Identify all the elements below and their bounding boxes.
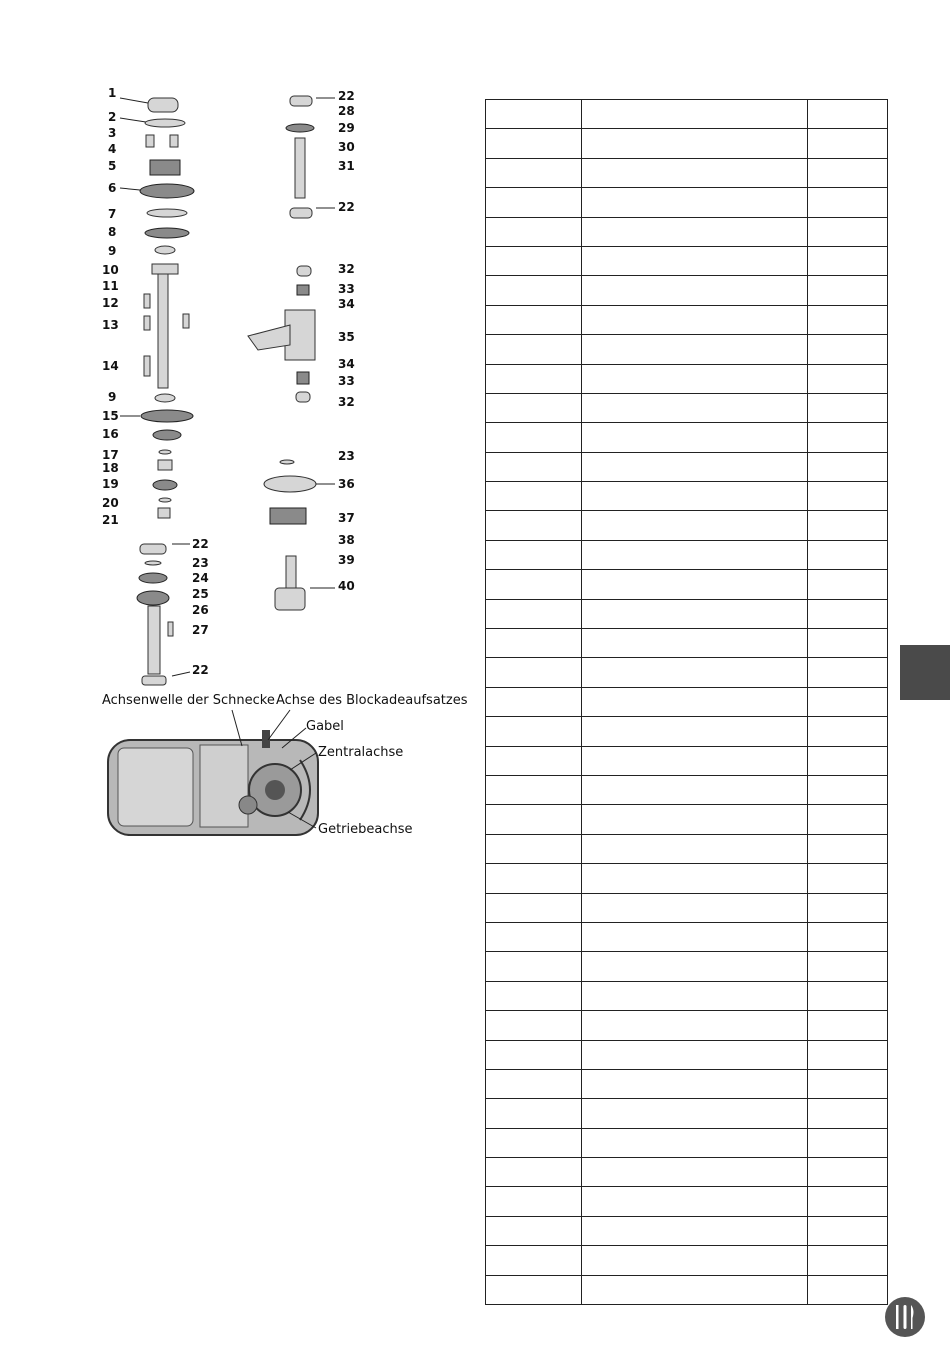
table-cell bbox=[808, 834, 888, 863]
table-cell bbox=[582, 805, 808, 834]
table-row bbox=[486, 981, 888, 1010]
table-cell bbox=[486, 864, 582, 893]
svg-text:11: 11 bbox=[102, 279, 119, 293]
svg-text:8: 8 bbox=[108, 225, 117, 239]
table-row bbox=[486, 482, 888, 511]
table-cell bbox=[808, 599, 888, 628]
table-row bbox=[486, 1246, 888, 1275]
table-cell bbox=[808, 775, 888, 804]
table-cell bbox=[582, 393, 808, 422]
table-cell bbox=[808, 364, 888, 393]
table-cell bbox=[808, 922, 888, 951]
svg-text:4: 4 bbox=[108, 142, 117, 156]
table-cell bbox=[808, 305, 888, 334]
table-cell bbox=[486, 658, 582, 687]
table-cell bbox=[582, 658, 808, 687]
svg-text:35: 35 bbox=[338, 330, 355, 344]
table-cell bbox=[808, 100, 888, 129]
table-cell bbox=[808, 1246, 888, 1275]
table-cell bbox=[582, 1128, 808, 1157]
table-cell bbox=[808, 658, 888, 687]
table-cell bbox=[486, 364, 582, 393]
svg-text:18: 18 bbox=[102, 461, 119, 475]
table-cell bbox=[486, 188, 582, 217]
svg-text:22: 22 bbox=[338, 200, 355, 214]
table-row bbox=[486, 452, 888, 481]
table-cell bbox=[486, 981, 582, 1010]
table-row bbox=[486, 952, 888, 981]
table-row bbox=[486, 1275, 888, 1304]
section-tab bbox=[900, 645, 950, 700]
table-row bbox=[486, 1216, 888, 1245]
worm-shaft-assembly bbox=[140, 98, 194, 518]
parts-list-table bbox=[485, 99, 888, 1305]
table-cell bbox=[808, 1158, 888, 1187]
svg-text:40: 40 bbox=[338, 579, 355, 593]
table-cell bbox=[582, 864, 808, 893]
table-cell bbox=[808, 129, 888, 158]
table-cell bbox=[808, 893, 888, 922]
table-cell bbox=[486, 570, 582, 599]
table-row bbox=[486, 1099, 888, 1128]
table-cell bbox=[486, 1246, 582, 1275]
table-cell bbox=[582, 687, 808, 716]
table-row bbox=[486, 1040, 888, 1069]
table-row bbox=[486, 805, 888, 834]
table-row bbox=[486, 217, 888, 246]
table-cell bbox=[808, 393, 888, 422]
table-cell bbox=[486, 129, 582, 158]
table-cell bbox=[486, 305, 582, 334]
svg-text:33: 33 bbox=[338, 282, 355, 296]
table-row bbox=[486, 1158, 888, 1187]
svg-text:33: 33 bbox=[338, 374, 355, 388]
table-cell bbox=[486, 775, 582, 804]
table-cell bbox=[808, 540, 888, 569]
table-cell bbox=[486, 158, 582, 187]
table-cell bbox=[808, 217, 888, 246]
table-cell bbox=[486, 540, 582, 569]
table-cell bbox=[486, 717, 582, 746]
table-cell bbox=[582, 1099, 808, 1128]
label-worm-shaft: Achsenwelle der Schnecke bbox=[102, 693, 275, 708]
table-cell bbox=[582, 1246, 808, 1275]
svg-text:25: 25 bbox=[192, 587, 209, 601]
table-cell bbox=[808, 482, 888, 511]
table-cell bbox=[486, 599, 582, 628]
svg-text:2: 2 bbox=[108, 110, 117, 124]
table-cell bbox=[582, 305, 808, 334]
svg-text:26: 26 bbox=[192, 603, 209, 617]
table-row bbox=[486, 922, 888, 951]
callouts-column-1 bbox=[102, 86, 119, 527]
svg-text:39: 39 bbox=[338, 553, 355, 567]
table-row bbox=[486, 1187, 888, 1216]
cutlery-logo-icon bbox=[884, 1296, 926, 1338]
svg-text:32: 32 bbox=[338, 262, 355, 276]
svg-text:34: 34 bbox=[338, 357, 355, 371]
svg-text:3: 3 bbox=[108, 126, 117, 140]
table-cell bbox=[486, 276, 582, 305]
svg-text:22: 22 bbox=[192, 663, 209, 677]
table-row bbox=[486, 129, 888, 158]
svg-text:9: 9 bbox=[108, 390, 117, 404]
table-cell bbox=[582, 1040, 808, 1069]
table-cell bbox=[486, 452, 582, 481]
svg-text:17: 17 bbox=[102, 448, 119, 462]
table-cell bbox=[486, 1040, 582, 1069]
svg-text:7: 7 bbox=[108, 207, 117, 221]
table-row bbox=[486, 1069, 888, 1098]
table-row bbox=[486, 335, 888, 364]
table-cell bbox=[808, 1216, 888, 1245]
table-row bbox=[486, 393, 888, 422]
table-cell bbox=[808, 717, 888, 746]
table-cell bbox=[486, 1099, 582, 1128]
table-row bbox=[486, 629, 888, 658]
table-cell bbox=[582, 540, 808, 569]
table-row bbox=[486, 834, 888, 863]
table-cell bbox=[582, 217, 808, 246]
svg-text:32: 32 bbox=[338, 395, 355, 409]
table-cell bbox=[582, 1069, 808, 1098]
table-cell bbox=[582, 775, 808, 804]
table-row bbox=[486, 246, 888, 275]
svg-text:9: 9 bbox=[108, 244, 117, 258]
svg-text:1: 1 bbox=[108, 86, 117, 100]
svg-text:24: 24 bbox=[192, 571, 209, 585]
table-cell bbox=[486, 687, 582, 716]
table-cell bbox=[808, 981, 888, 1010]
table-cell bbox=[582, 423, 808, 452]
table-row bbox=[486, 746, 888, 775]
svg-text:27: 27 bbox=[192, 623, 209, 637]
table-row bbox=[486, 864, 888, 893]
table-cell bbox=[808, 335, 888, 364]
callouts-column-2a bbox=[338, 89, 355, 214]
svg-text:10: 10 bbox=[102, 263, 119, 277]
table-cell bbox=[486, 1128, 582, 1157]
table-cell bbox=[582, 981, 808, 1010]
table-row bbox=[486, 599, 888, 628]
table-cell bbox=[808, 1011, 888, 1040]
table-cell bbox=[808, 864, 888, 893]
table-row bbox=[486, 775, 888, 804]
svg-text:21: 21 bbox=[102, 513, 119, 527]
table-cell bbox=[582, 952, 808, 981]
svg-text:14: 14 bbox=[102, 359, 119, 373]
svg-text:5: 5 bbox=[108, 159, 117, 173]
table-cell bbox=[486, 423, 582, 452]
table-cell bbox=[808, 629, 888, 658]
svg-text:30: 30 bbox=[338, 140, 355, 154]
table-cell bbox=[808, 1040, 888, 1069]
table-cell bbox=[582, 335, 808, 364]
table-cell bbox=[486, 805, 582, 834]
table-row bbox=[486, 276, 888, 305]
table-row bbox=[486, 158, 888, 187]
table-cell bbox=[486, 393, 582, 422]
label-central-axis: Zentralachse bbox=[318, 745, 404, 760]
svg-text:22: 22 bbox=[338, 89, 355, 103]
table-cell bbox=[486, 893, 582, 922]
table-cell bbox=[486, 482, 582, 511]
table-row bbox=[486, 540, 888, 569]
table-row bbox=[486, 305, 888, 334]
table-cell bbox=[486, 100, 582, 129]
label-block-axis: Achse des Blockadeaufsatzes bbox=[276, 693, 468, 708]
table-row bbox=[486, 687, 888, 716]
table-cell bbox=[486, 834, 582, 863]
table-cell bbox=[582, 276, 808, 305]
table-cell bbox=[582, 1187, 808, 1216]
table-row bbox=[486, 717, 888, 746]
housing-photo bbox=[102, 693, 468, 837]
svg-text:20: 20 bbox=[102, 496, 119, 510]
table-cell bbox=[486, 922, 582, 951]
label-fork: Gabel bbox=[306, 719, 344, 734]
table-cell bbox=[582, 1011, 808, 1040]
svg-text:38: 38 bbox=[338, 533, 355, 547]
table-cell bbox=[582, 893, 808, 922]
table-cell bbox=[486, 746, 582, 775]
right-column-parts bbox=[248, 96, 316, 610]
svg-text:13: 13 bbox=[102, 318, 119, 332]
svg-text:16: 16 bbox=[102, 427, 119, 441]
exploded-parts-diagram bbox=[0, 0, 470, 850]
table-cell bbox=[486, 1216, 582, 1245]
table-row bbox=[486, 364, 888, 393]
svg-text:23: 23 bbox=[192, 556, 209, 570]
table-row bbox=[486, 658, 888, 687]
table-row bbox=[486, 893, 888, 922]
callouts-column-2b bbox=[338, 262, 355, 409]
table-cell bbox=[486, 217, 582, 246]
svg-text:12: 12 bbox=[102, 296, 119, 310]
table-row bbox=[486, 1128, 888, 1157]
table-row bbox=[486, 188, 888, 217]
table-cell bbox=[486, 335, 582, 364]
table-cell bbox=[582, 364, 808, 393]
table-cell bbox=[582, 188, 808, 217]
table-cell bbox=[808, 1187, 888, 1216]
table-cell bbox=[808, 246, 888, 275]
table-cell bbox=[808, 805, 888, 834]
svg-text:6: 6 bbox=[108, 181, 117, 195]
callouts-column-1b bbox=[192, 537, 209, 677]
table-cell bbox=[808, 158, 888, 187]
table-cell bbox=[808, 1099, 888, 1128]
table-row bbox=[486, 1011, 888, 1040]
table-cell bbox=[808, 1069, 888, 1098]
table-cell bbox=[582, 922, 808, 951]
table-cell bbox=[582, 1216, 808, 1245]
svg-text:29: 29 bbox=[338, 121, 355, 135]
table-cell bbox=[808, 1128, 888, 1157]
table-cell bbox=[808, 570, 888, 599]
table-cell bbox=[582, 834, 808, 863]
table-cell bbox=[808, 188, 888, 217]
table-cell bbox=[808, 746, 888, 775]
table-cell bbox=[582, 570, 808, 599]
gear-shaft-assembly bbox=[137, 544, 173, 685]
table-cell bbox=[582, 129, 808, 158]
svg-text:28: 28 bbox=[338, 104, 355, 118]
table-cell bbox=[808, 687, 888, 716]
table-cell bbox=[582, 1158, 808, 1187]
svg-text:31: 31 bbox=[338, 159, 355, 173]
table-cell bbox=[486, 511, 582, 540]
table-row bbox=[486, 570, 888, 599]
table-row bbox=[486, 423, 888, 452]
table-cell bbox=[582, 482, 808, 511]
table-cell bbox=[486, 1011, 582, 1040]
table-cell bbox=[486, 952, 582, 981]
table-cell bbox=[486, 1158, 582, 1187]
table-cell bbox=[582, 100, 808, 129]
table-cell bbox=[582, 452, 808, 481]
table-row bbox=[486, 511, 888, 540]
table-cell bbox=[486, 1069, 582, 1098]
svg-text:22: 22 bbox=[192, 537, 209, 551]
table-cell bbox=[808, 452, 888, 481]
table-cell bbox=[582, 1275, 808, 1304]
svg-text:15: 15 bbox=[102, 409, 119, 423]
table-cell bbox=[486, 1275, 582, 1304]
table-row bbox=[486, 100, 888, 129]
table-cell bbox=[808, 1275, 888, 1304]
table-cell bbox=[582, 158, 808, 187]
table-cell bbox=[808, 276, 888, 305]
svg-text:36: 36 bbox=[338, 477, 355, 491]
table-cell bbox=[582, 717, 808, 746]
table-cell bbox=[808, 423, 888, 452]
callouts-column-2c bbox=[338, 449, 355, 593]
table-cell bbox=[582, 511, 808, 540]
table-cell bbox=[582, 599, 808, 628]
table-cell bbox=[486, 629, 582, 658]
label-gear-axis: Getriebeachse bbox=[318, 822, 413, 837]
table-cell bbox=[808, 511, 888, 540]
svg-text:34: 34 bbox=[338, 297, 355, 311]
table-cell bbox=[486, 246, 582, 275]
svg-text:23: 23 bbox=[338, 449, 355, 463]
table-cell bbox=[486, 1187, 582, 1216]
table-cell bbox=[582, 246, 808, 275]
svg-text:37: 37 bbox=[338, 511, 355, 525]
table-cell bbox=[582, 629, 808, 658]
table-cell bbox=[808, 952, 888, 981]
table-cell bbox=[582, 746, 808, 775]
svg-text:19: 19 bbox=[102, 477, 119, 491]
